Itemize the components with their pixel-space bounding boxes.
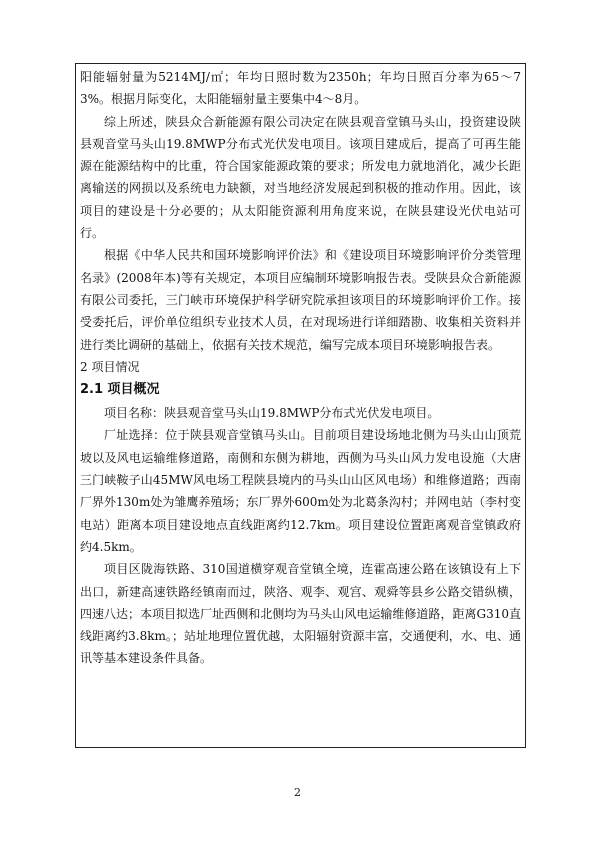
section-heading-project-info: 2 项目情况 — [80, 359, 140, 374]
section-heading-project-overview: 2.1 项目概况 — [80, 382, 160, 398]
paragraph-transport: 项目区陇海铁路、310国道横穿观音堂镇全境，连霍高速公路在该镇设有上下出口，新建高速铁路经镇南而过，陕洛、观李、观宫、观舜等县乡公路交错纵横，四速八达；本项目拟选厂址西侧和北侧均为马头山风电运输维修道路，距离G310直线距离约3.8km。；站址地理位置优越，太阳辐射资源丰富，交通便利，水、电、通讯等基本建设条件具备。 — [80, 562, 521, 666]
paragraph-site-selection: 厂址选择：位于陕县观音堂镇马头山。目前项目建设场地北侧为马头山山顶荒坡以及风电运输维修道路，南侧和东侧为耕地，西侧为马头山风力发电设施（大唐三门峡鞍子山45MW风电场工程陕县境内的马头山山区风电场）和维修道路；西南厂界外130m处为雏鹰养殖场；东厂界外600m处为北葛条沟村；并网电站（李村变电站）距离本项目建设地点直线距离约12.7km。项目建设位置距离观音堂镇政府约4.5km。 — [80, 428, 521, 554]
paragraph-project-name: 项目名称：陕县观音堂马头山19.8MWP分布式光伏发电项目。 — [104, 406, 440, 421]
paragraph-solar-radiation: 阳能辐射量为5214MJ/㎡；年均日照时数为2350h；年均日照百分率为65～73%。根据月际变化，太阳能辐射量主要集中4～8月。 — [80, 70, 521, 107]
paragraph-legal-basis: 根据《中华人民共和国环境影响评价法》和《建设项目环境影响评价分类管理名录》(2008年本)等有关规定，本项目应编制环境影响报告表。受陕县众合新能源有限公司委托，三门峡市环境保护科学研究院承担该项目的环境影响评价工作。接受委托后，评价单位组织专业技术人员，在对现场进行详细踏勘、收集相关资料并进行类比调研的基础上，依据有关技术规范，编写完成本项目环境影响报告表。 — [80, 248, 521, 352]
paragraph-summary: 综上所述，陕县众合新能源有限公司决定在陕县观音堂镇马头山，投资建设陕县观音堂马头山19.8MWP分布式光伏发电项目。该项目建成后，提高了可再生能源在能源结构中的比重，符合国家能源政策的要求；所发电力就地消化，减少长距离输送的网损以及系统电力缺额，对当地经济发展起到积极的推动作用。因此，该项目的建设是十分必要的；从太阳能资源利用角度来说，在陕县建设光伏电站可行。 — [80, 114, 521, 241]
document-body — [80, 66, 521, 670]
page-number: 2 — [294, 786, 301, 799]
